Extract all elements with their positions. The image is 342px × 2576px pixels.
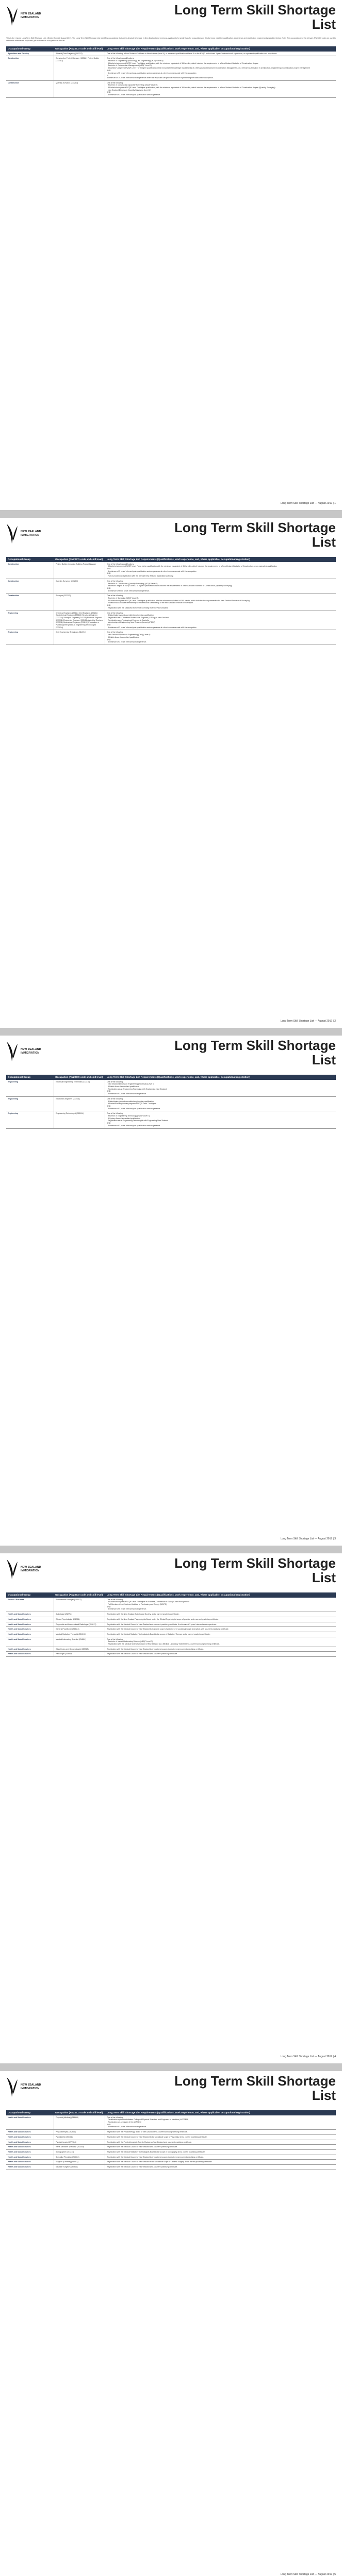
cell-group: Health and Social Services: [8, 1653, 31, 1655]
page: [0, 1036, 342, 1546]
cell-requirements: Registration with the Medical Council of New Zealand in the vocational scope of Psychiatry and a current practising certificate.: [107, 2136, 207, 2138]
cell-group: Engineering: [8, 1112, 19, 1115]
cell-group: Health and Social Services: [8, 2146, 31, 2148]
page-footer: Long Term Skill Shortage List — August 2017 | 2: [280, 1020, 336, 1023]
table-row: [6, 1612, 336, 1617]
nz-immigration-logo: [5, 1040, 46, 1065]
cell-group: Health and Social Services: [8, 2131, 31, 2133]
cell-occupation: Psychiatrist (253411): [54, 2135, 105, 2140]
cell-group: Health and Social Services: [8, 2136, 31, 2138]
page-header: [0, 518, 342, 555]
table-row: [6, 1622, 336, 1628]
page-title: Long Term Skill Shortage List: [174, 1555, 336, 1585]
table-row: [6, 1632, 336, 1637]
nz-immigration-logo: [5, 522, 46, 548]
cell-group: Agriculture and Forestry: [8, 52, 29, 55]
cell-occupation: Pathologist (253915): [54, 1652, 105, 1656]
table-row: [6, 1598, 336, 1613]
cell-occupation: Obstetrician and Gynaecologist (253913): [54, 1647, 105, 1652]
logo-line: IMMIGRATION: [21, 1569, 40, 1572]
logo-text: [21, 1566, 41, 1572]
cell-occupation: Engineering Technologist (233914): [54, 1111, 105, 1128]
cell-group: Health and Social Services: [8, 2116, 31, 2119]
cell-occupation: Chemical Engineer (233111) Civil Engineer (233211) Geotechnical Engineer (233212) Structural Engineer (233214) Transport Engineer (233215) Electrical Engineer (233311) Electronics Engineer (233411) Industrial Engineer (233511) Mechanical Engineer (233512) Production or Plant Engineer (233513) Engineering Technologist (233914): [54, 611, 105, 630]
table-row: [6, 1637, 336, 1647]
header-requirements: Long Term Skill Shortage List Requirements (Qualifications, work experience, and, where applicable, occupational registration): [107, 47, 250, 50]
cell-requirements: Registration with the Medical Council of New Zealand and a current practising certificate. A minimum of 3 years' relevant work experience.: [107, 1623, 217, 1625]
logo-line: NEW ZEALAND: [21, 12, 41, 15]
table-row: [6, 1647, 336, 1652]
cell-group: Health and Social Services: [8, 1623, 31, 1625]
cell-requirements: Registration with the Medical Council of New Zealand and a current practising certificate.: [107, 1653, 178, 1655]
header-occupation: Occupation (ANZSCO code and skill level): [55, 1594, 103, 1596]
cell-group: Construction: [8, 595, 19, 597]
fern-icon: [5, 1040, 19, 1062]
cell-occupation: Clinical Psychologist (272311): [54, 1617, 105, 1622]
page-title: Long Term Skill Shortage List: [174, 1038, 336, 1067]
table-header: [6, 46, 336, 52]
cell-requirements: Registration with the Medical Radiation Technologists Board in the scope of Radiation Therapy and a current practising certificate.: [107, 1633, 210, 1635]
cell-occupation: Vascular Surgeon (253521): [54, 2165, 105, 2170]
cell-occupation: Physicist (Medical) (234914): [54, 2115, 105, 2130]
header-occupation: Occupation (ANZSCO code and skill level): [55, 2111, 103, 2114]
intro-text: This is the revised Long Term Skill Shortage List, effective from 28 August 2017. The Long Term Skill Shortage List identifies occupations that are in absolute shortage in New Zealand and overseas. Applicants for work visas for occupations on this list must meet the qualification, experience and registration requirements specified below. Note: The occupation and the relevant ANZSCO code are used to determine whether an applicant's job matches an occupation on this list.: [6, 37, 336, 42]
table-row: [6, 2140, 336, 2145]
logo-line: NEW ZEALAND: [21, 1048, 41, 1051]
logo-text: [21, 2083, 41, 2090]
cell-occupation: Surgeon (General) (253511): [54, 2160, 105, 2164]
cell-occupation: Diagnostic and Interventional Radiologist (253917): [54, 1622, 105, 1627]
cell-group: Construction: [8, 81, 19, 84]
cell-requirements: Registration with the New Zealand Audiological Society, and a current practising certificate.: [107, 1613, 180, 1616]
page-number: 1: [334, 502, 336, 505]
cell-occupation: Renal Medicine Specialist (253318): [54, 2145, 105, 2149]
page-title: Long Term Skill Shortage List: [174, 520, 336, 550]
cell-occupation: Surveyor (232212): [54, 594, 105, 610]
page-title: Long Term Skill Shortage List: [174, 2, 336, 32]
table-row: [6, 594, 336, 611]
cell-occupation: Arborist (Tree Surgeon) (362212): [54, 52, 105, 56]
header-occupational-group: Occupational Group: [8, 2111, 31, 2114]
cell-requirements: Registration with the Medical Council of New Zealand in a vocational scope of practice and a current practising certificate.: [107, 2156, 204, 2158]
table-row: [6, 562, 336, 579]
table-header: [6, 2110, 336, 2115]
cell-requirements: One of the following: - A Bachelor's degree at NZQF Level 7 or higher in Business, Commerce or Supply Chain Management - Full Member of the Chartered Institute of Purchasing and Supply (MCIPS) AND - A minimum of 5 years' relevant work experience.: [107, 1598, 189, 1611]
cell-group: Health and Social Services: [8, 1648, 31, 1650]
logo-line: NEW ZEALAND: [21, 530, 41, 533]
table-header: [6, 1592, 336, 1598]
header-occupational-group: Occupational Group: [8, 558, 31, 561]
table-row: [6, 611, 336, 631]
header-occupation: Occupation (ANZSCO code and skill level): [55, 1076, 103, 1078]
table-row: [6, 630, 336, 645]
header-occupational-group: Occupational Group: [8, 1076, 31, 1078]
logo-line: IMMIGRATION: [21, 2087, 40, 2090]
fern-icon: [5, 522, 19, 545]
table-row: [6, 2135, 336, 2140]
table-row: [6, 2145, 336, 2150]
fern-icon: [5, 2075, 19, 2098]
table-header: [6, 1075, 336, 1080]
cell-requirements: Registration with the Medical Radiation Technologists Board in the scope of Sonography and a current practising certificate.: [107, 2150, 205, 2153]
cell-group: Health and Social Services: [8, 2156, 31, 2158]
cell-occupation: Quantity Surveyor (233213): [54, 579, 105, 594]
page: [0, 2071, 342, 2576]
page-footer: Long Term Skill Shortage List — August 2017 | 4: [280, 2055, 336, 2058]
cell-group: Health and Social Services: [8, 1618, 31, 1620]
table-row: [6, 1080, 336, 1097]
page-header: [0, 1036, 342, 1073]
table-row: [6, 2130, 336, 2135]
table-row: [6, 2155, 336, 2160]
page: [0, 0, 342, 510]
page-header: [0, 0, 342, 37]
page-number: 5: [334, 2573, 336, 2576]
cell-group: Engineering: [8, 631, 19, 634]
cell-occupation: Medical Laboratory Scientist (234611): [54, 1637, 105, 1647]
logo-line: IMMIGRATION: [21, 15, 40, 19]
cell-requirements: One of the following: - Bachelor of Construction (Quantity Surveying) (NZQF Level 7) - A Bachelor's degree at NZQF Level 7 or higher qualification, with the minimum equivalent of 360 credits, which includes the requirements of a New Zealand Bachelor of Construction degree (Quantity Surveying) - New Zealand Diploma in Quantity Surveying (Level 6) AND - A minimum of 3 years' relevant post-qualification work experience.: [107, 81, 275, 96]
cell-occupation: Project Builder, including Building Project Manager: [54, 562, 105, 579]
cell-requirements: Registration with the Medical Council of New Zealand and a current practising certificate.: [107, 2166, 178, 2168]
table-row: [6, 52, 336, 57]
page: [0, 518, 342, 1028]
logo-line: IMMIGRATION: [21, 1051, 40, 1055]
page-number: 4: [334, 2055, 336, 2058]
page-footer: Long Term Skill Shortage List — August 2017 | 5: [280, 2573, 336, 2576]
table-row: [6, 2160, 336, 2165]
cell-group: Construction: [8, 57, 19, 60]
page-header: [0, 1553, 342, 1590]
table-header: [6, 557, 336, 562]
cell-requirements: Registration with the Psychotherapists Board of Aotearoa New Zealand and a current practising certificate.: [107, 2141, 192, 2143]
cell-group: Health and Social Services: [8, 1613, 31, 1616]
table-row: [6, 1111, 336, 1128]
header-requirements: Long Term Skill Shortage List Requirements (Qualifications, work experience, and, where applicable, occupational registration): [107, 558, 250, 561]
footer-text: Long Term Skill Shortage List — August 2017: [280, 502, 333, 505]
page-footer: Long Term Skill Shortage List — August 2017 | 3: [280, 1537, 336, 1540]
cell-group: Engineering: [8, 1097, 19, 1100]
nz-immigration-logo: [5, 1557, 46, 1583]
cell-occupation: Electronics Engineer (233411): [54, 1097, 105, 1111]
page-title: Long Term Skill Shortage List: [174, 2073, 336, 2103]
table-row: [6, 2165, 336, 2170]
cell-requirements: One of the following: a New Zealand Certificate in Arboriculture (Level 4), or a relevant qualification at Level 4 on the NZQF, and at least 3 years' relevant work experience, or equivalent qualification and experience.: [107, 52, 278, 55]
cell-requirements: One of the following: - A Washington Accord accredited engineering qualification - A Bachelor of Engineering degree at NZQF Level 7 or higher AND - A minimum of 3 years' relevant post-qualification work experience.: [107, 1097, 161, 1110]
cell-occupation: Sonographer (251214): [54, 2150, 105, 2155]
header-requirements: Long Term Skill Shortage List Requirements (Qualifications, work experience, and, where applicable, occupational registration): [107, 2111, 250, 2114]
header-requirements: Long Term Skill Shortage List Requirements (Qualifications, work experience, and, where applicable, occupational registration): [107, 1594, 250, 1596]
cell-requirements: One of the following: - New Zealand Diploma in Engineering (Civil) (Level 6) - A Dublin Accord accredited qualification AND - A minimum of 3 years' relevant work experience.: [107, 631, 151, 643]
footer-text: Long Term Skill Shortage List — August 2017: [280, 1020, 333, 1023]
cell-requirements: Registration with the Physiotherapy Board of New Zealand and a current annual practising certificate.: [107, 2131, 188, 2133]
table-row: [6, 2150, 336, 2155]
logo-text: [21, 1048, 41, 1055]
table-row: [6, 2115, 336, 2130]
cell-group: Health and Social Services: [8, 2161, 31, 2163]
nz-immigration-logo: [5, 4, 46, 30]
page: [0, 1553, 342, 2063]
logo-text: [21, 12, 41, 19]
cell-occupation: Audiologist (252711): [54, 1612, 105, 1617]
cell-requirements: One of the following: - A Washington Accord accredited engineering qualification - Registration as a Chartered Professional Engineer (CPEng) in New Zealand - Registration as a Professional Engineer in Australia - Membership of Engineering New Zealand (formerly IPENZ) AND - A minimum of 3 years' relevant post-qualification work experience at a level commensurate with the occupation.: [107, 612, 197, 629]
cell-group: Health and Social Services: [8, 2166, 31, 2168]
page-footer: Long Term Skill Shortage List — August 2017 | 1: [280, 502, 336, 505]
cell-requirements: One of the following: - Bachelor of Surveying (NZQF Level 7) - A Bachelor's degree at NZQF Level 7 or higher qualification with the minimum equivalent of 360 credits, which includes the requirements of a New Zealand Bachelor of Surveying - Professional Associate Membership or Professional Membership of the New Zealand Institute of Surveyors AND - Registration with the Cadastral Surveyors Licensing Board of New Zealand.: [107, 595, 250, 609]
cell-group: Construction: [8, 563, 19, 565]
cell-requirements: One of the following qualifications: - Bachelor of Engineering (Honours) (Civil Engineering) (NZQF level 8) - A Bachelor's degree at NZQF Level 7 or higher qualification, with the minimum equivalent of 360 credits, which includes the requirements of a New Zealand Bachelor of Construction degree - Bachelor of Construction Management (NZQF Level 7) - A bachelor's degree at NZQF Level 7 or a higher qualification which includes the knowledge requirements of a New Zealand Diploma in Construction Management, or a relevant qualification in architecture, engineering or construction project management AND - A minimum of 5 years' relevant post-qualification work experience at a level commensurate with the occupation or A minimum of 10 years' relevant work experience where the applicant can provide evidence of performing the tasks of the occupation.: [107, 57, 311, 79]
header-occupation: Occupation (ANZSCO code and skill level): [55, 47, 103, 50]
cell-requirements: One of the following: - New Zealand Diploma in Engineering (Electrical) (Level 6) - A Dublin Accord accredited qualification - Registration as an Engineering Technician with Engineering New Zealand AND - A minimum of 3 years' relevant work experience.: [107, 1080, 167, 1095]
cell-occupation: Procurement Manager (133612): [54, 1598, 105, 1612]
fern-icon: [5, 1557, 19, 1580]
cell-group: Construction: [8, 580, 19, 582]
cell-requirements: Registration with the Medical Council of New Zealand in a vocational scope of practice and a current practising certificate.: [107, 1648, 204, 1650]
header-occupational-group: Occupational Group: [8, 47, 31, 50]
table-row: [6, 81, 336, 98]
table-row: [6, 1617, 336, 1622]
footer-text: Long Term Skill Shortage List — August 2017: [280, 2573, 333, 2576]
table-row: [6, 56, 336, 80]
cell-requirements: One of the following: - Bachelor of Medical Laboratory Science (NZQF Level 7) - Registration with the Medical Sciences Council of New Zealand as a Medical Laboratory Scientist and a current annual practising certificate.: [107, 1638, 220, 1646]
header-requirements: Long Term Skill Shortage List Requirements (Qualifications, work experience, and, where applicable, occupational registration): [107, 1076, 250, 1078]
cell-requirements: Registration with the Medical Council of New Zealand in the vocational scope of General Surgery and a current practising certificate.: [107, 2161, 213, 2163]
nz-immigration-logo: [5, 2075, 46, 2101]
cell-group: Health and Social Services: [8, 2141, 31, 2143]
cell-group: Health and Social Services: [8, 1628, 31, 1631]
cell-occupation: Physiotherapist (252511): [54, 2130, 105, 2134]
logo-line: IMMIGRATION: [21, 533, 40, 537]
cell-group: Health and Social Services: [8, 2150, 31, 2153]
cell-occupation: Psychotherapist (272314): [54, 2140, 105, 2145]
cell-occupation: Medical Radiation Therapist (251212): [54, 1632, 105, 1637]
cell-occupation: Civil Engineering Technician (312211): [54, 630, 105, 645]
cell-requirements: One of the following: - Bachelor of Engineering Technology (NZQF Level 7) - A Sydney Accord accredited qualification - Registration as an Engineering Technologist with Engineering New Zealand AND - A minimum of 3 years' relevant post-qualification work experience.: [107, 1112, 168, 1127]
cell-occupation: Quantity Surveyor (233213): [54, 81, 105, 97]
footer-text: Long Term Skill Shortage List — August 2017: [280, 2055, 333, 2058]
table-row: [6, 1652, 336, 1657]
cell-group: Engineering: [8, 1080, 19, 1083]
fern-icon: [5, 4, 19, 27]
page-number: 3: [334, 1537, 336, 1540]
footer-text: Long Term Skill Shortage List — August 2017: [280, 1537, 333, 1540]
header-occupation: Occupation (ANZSCO code and skill level): [55, 558, 103, 561]
page-number: 2: [334, 1020, 336, 1023]
cell-occupation: Specialist Physician (253311): [54, 2155, 105, 2160]
cell-occupation: Construction Project Manager (133111) Project Builder (133112): [54, 56, 105, 80]
cell-requirements: One of the following: - Certification by the Australasian College of Physical Scientists and Engineers in Medicine (ACPSEM) - Registration on a register of the ACPSEM AND - A minimum of 3 years' relevant work experience.: [107, 2116, 189, 2128]
cell-occupation: Electrical Engineering Technician (312311): [54, 1080, 105, 1096]
header-occupational-group: Occupational Group: [8, 1594, 31, 1596]
table-row: [6, 579, 336, 594]
table-row: [6, 1097, 336, 1112]
cell-group: Health and Social Services: [8, 1633, 31, 1635]
cell-requirements: One of the following qualifications: - A Bachelor's degree at NZQF Level 7 or a higher qualification with the minimum equivalent of 360 credits, which includes the requirements of a New Zealand Bachelor of Construction, or an equivalent qualification AND - A minimum of 3 years' relevant post-qualification work experience at a level commensurate with the occupation AND - Full or provisional registration with the relevant New Zealand registration authority.: [107, 563, 278, 578]
logo-line: NEW ZEALAND: [21, 1566, 41, 1569]
page-header: [0, 2071, 342, 2108]
cell-occupation: General Practitioner (253111): [54, 1627, 105, 1632]
cell-requirements: One of the following: - Bachelor of Construction (Quantity Surveying) (NZQF Level 7) - Bachelor's degree at NZQF Level 7 or higher qualification which includes the requirements of a New Zealand Bachelor of Construction (Quantity Surveying) AND - A minimum of three years' relevant work experience.: [107, 580, 232, 592]
logo-line: NEW ZEALAND: [21, 2083, 41, 2087]
logo-text: [21, 530, 41, 537]
cell-requirements: Registration with the New Zealand Psychologists Board under the Clinical Psychologist scope of practice and a current practising certificate.: [107, 1618, 219, 1620]
cell-group: Engineering: [8, 612, 19, 614]
cell-requirements: Registration with the Medical Council of New Zealand in a general scope of practice or a vocational scope of practice, with a current practising certificate.: [107, 1628, 229, 1631]
table-row: [6, 1627, 336, 1632]
cell-group: Finance / Business: [8, 1598, 24, 1601]
cell-group: Health and Social Services: [8, 1638, 31, 1640]
cell-requirements: Registration with the Medical Council of New Zealand and a current practising certificate.: [107, 2146, 178, 2148]
